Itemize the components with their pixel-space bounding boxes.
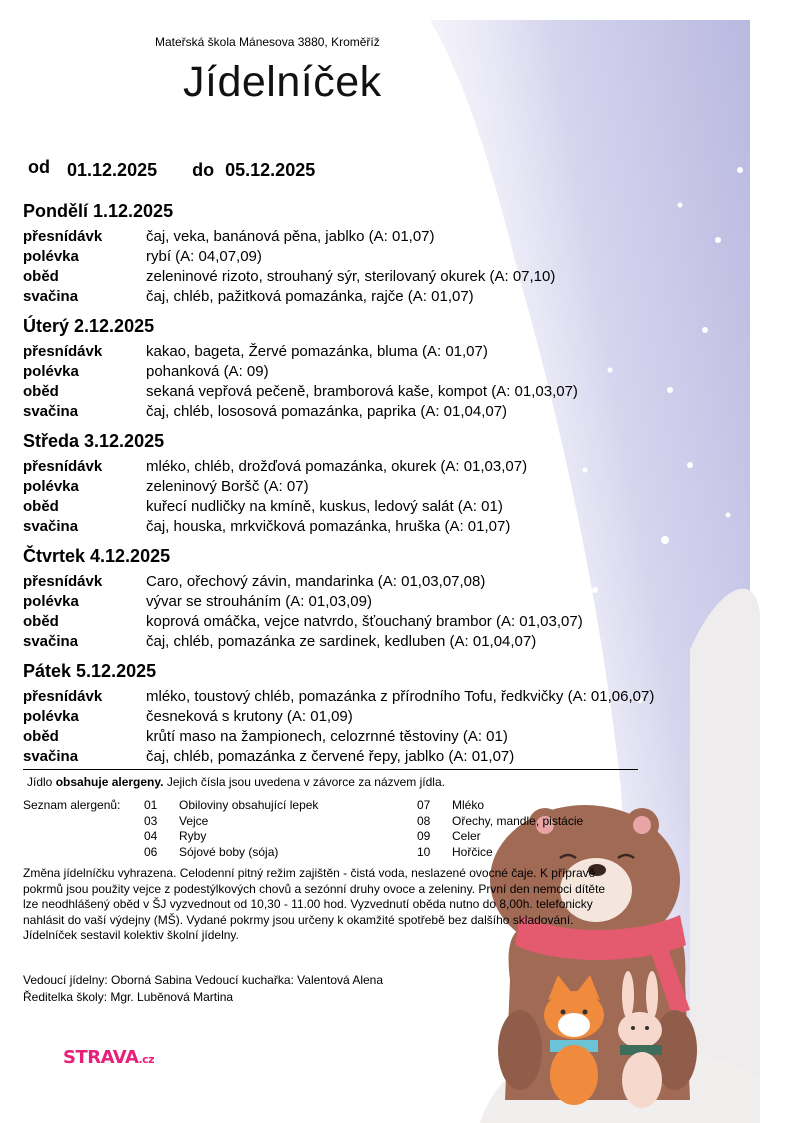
allergen-column-left — [144, 798, 318, 860]
allergen-code: 10 — [417, 844, 431, 859]
allergen-item — [144, 829, 318, 845]
divider — [23, 769, 638, 770]
meal-row — [23, 287, 474, 307]
meal-row — [23, 707, 353, 727]
meal-label: svačina — [23, 288, 79, 305]
logo-main: STRAVA — [63, 1047, 139, 1068]
meal-row — [23, 457, 527, 477]
meal-text: pohanková (A: 09) — [146, 363, 269, 380]
allergen-note-suffix: Jejich čísla jsou uvedena v závorce za názvem jídla. — [163, 775, 445, 789]
day-heading: Úterý 2.12.2025 — [23, 316, 155, 336]
notice-paragraph — [23, 866, 623, 944]
page-title: Jídelníček — [183, 58, 382, 106]
meal-text: rybí (A: 04,07,09) — [146, 248, 262, 265]
allergen-item — [417, 814, 583, 830]
allergen-name: Obiloviny obsahující lepek — [179, 798, 319, 812]
meal-text: čaj, chléb, pomazánka ze sardinek, kedluben (A: 01,04,07) — [146, 633, 537, 650]
meal-label: polévka — [23, 363, 79, 380]
meal-text: čaj, chléb, pažitková pomazánka, rajče (A: 01,07) — [146, 288, 474, 305]
meal-label: přesnídávk — [23, 228, 103, 245]
meal-row — [23, 517, 510, 537]
meal-label: polévka — [23, 593, 79, 610]
meal-text: koprová omáčka, vejce natvrdo, šťouchaný brambor (A: 01,03,07) — [146, 613, 583, 630]
meal-label: oběd — [23, 383, 59, 400]
meal-label: svačina — [23, 633, 79, 650]
allergen-item — [417, 798, 583, 814]
from-label: od — [28, 157, 50, 177]
meal-text: zeleninové rizoto, strouhaný sýr, sterilovaný okurek (A: 07,10) — [146, 268, 556, 285]
meal-text: kuřecí nudličky na kmíně, kuskus, ledový salát (A: 01) — [146, 498, 503, 515]
meal-row — [23, 362, 269, 382]
meal-text: čaj, chléb, lososová pomazánka, paprika (A: 01,04,07) — [146, 403, 508, 420]
snow-drift — [690, 589, 760, 1123]
allergen-code: 07 — [417, 798, 431, 812]
allergen-item — [417, 845, 583, 861]
meal-label: přesnídávk — [23, 573, 103, 590]
meal-label: polévka — [23, 708, 79, 725]
meal-label: oběd — [23, 268, 59, 285]
meal-text: čaj, chléb, pomazánka z červené řepy, jablko (A: 01,07) — [146, 748, 515, 765]
allergen-name: Mléko — [452, 798, 485, 812]
meal-label: polévka — [23, 478, 79, 495]
allergen-code: 06 — [144, 844, 158, 859]
meal-text: česneková s krutony (A: 01,09) — [146, 708, 353, 725]
staff-line-1: Vedoucí jídelny: Oborná Sabina Vedoucí kuchařka: Valentová Alena — [23, 973, 384, 987]
meal-label: svačina — [23, 403, 79, 420]
meal-text: kakao, bageta, Žervé pomazánka, bluma (A: 01,07) — [146, 343, 488, 360]
allergen-note — [27, 775, 445, 789]
meal-text: krůtí maso na žampionech, celozrnné těstoviny (A: 01) — [146, 728, 508, 745]
meal-row — [23, 747, 514, 767]
allergen-item — [144, 798, 318, 814]
to-label: do — [192, 160, 215, 180]
allergen-code: 01 — [144, 798, 158, 812]
meal-row — [23, 572, 485, 592]
meal-label: přesnídávk — [23, 458, 103, 475]
allergen-item — [417, 829, 583, 845]
meal-text: čaj, veka, banánová pěna, jablko (A: 01,07) — [146, 228, 435, 245]
logo-suffix: .cz — [138, 1053, 155, 1066]
school-name: Mateřská škola Mánesova 3880, Kroměříž — [155, 35, 380, 49]
notice-text: Změna jídelníčku vyhrazena. Celodenní pitný režim zajištěn - čistá voda, neslazené ovocné čaje. K přípravě pokrmů jsou použity vejce z podestýlkových chovů a sezónní druhy ovoce a zeleniny. První den nemoci dítěte lze neodhlášený oběd v ŠJ vyzvednout od 10,30 - 11.00 hod. Vyzvednutí oběda nutno do 8,00h. telefonicky nahlásit do vaší výdejny (MŠ). Vydané pokrmy jsou určeny k okamžité spotřebě bez dalšího skladování. — [23, 866, 606, 927]
day-heading: Pátek 5.12.2025 — [23, 661, 157, 681]
meal-row — [23, 632, 536, 652]
meal-label: oběd — [23, 498, 59, 515]
allergen-note-prefix: Jídlo — [27, 775, 56, 789]
meal-row — [23, 402, 507, 422]
meal-text: čaj, houska, mrkvičková pomazánka, hruška (A: 01,07) — [146, 518, 511, 535]
meal-text: Caro, ořechový závin, mandarinka (A: 01,03,07,08) — [146, 573, 486, 590]
meal-label: oběd — [23, 613, 59, 630]
allergen-name: Sójové boby (sója) — [179, 844, 279, 859]
meal-label: polévka — [23, 248, 79, 265]
allergen-name: Hořčice — [452, 844, 493, 859]
allergen-item — [144, 814, 318, 830]
allergen-name: Vejce — [179, 813, 209, 828]
meal-row — [23, 382, 578, 402]
meal-row — [23, 477, 309, 497]
meal-row — [23, 227, 435, 247]
meal-row — [23, 342, 488, 362]
allergen-code: 03 — [144, 813, 158, 828]
allergen-note-bold: obsahuje alergeny. — [55, 775, 164, 789]
meal-row — [23, 727, 508, 747]
from-date: 01.12.2025 — [67, 160, 158, 180]
meal-text: mléko, chléb, drožďová pomazánka, okurek (A: 01,03,07) — [146, 458, 528, 475]
day-heading: Středa 3.12.2025 — [23, 431, 165, 451]
meal-label: přesnídávk — [23, 343, 103, 360]
meal-row — [23, 612, 583, 632]
meal-label: oběd — [23, 728, 59, 745]
meal-label: svačina — [23, 518, 79, 535]
allergen-item — [144, 845, 318, 861]
allergen-list-label: Seznam alergenů: — [23, 798, 121, 812]
allergen-column-right — [417, 798, 583, 860]
allergen-code: 08 — [417, 813, 431, 828]
meal-row — [23, 687, 654, 707]
meal-row — [23, 497, 503, 517]
meal-label: přesnídávk — [23, 688, 103, 705]
day-heading: Pondělí 1.12.2025 — [23, 201, 174, 221]
meal-text: mléko, toustový chléb, pomazánka z přírodního Tofu, ředkvičky (A: 01,06,07) — [146, 688, 655, 705]
strava-logo[interactable] — [63, 1047, 154, 1068]
allergen-name: Ořechy, mandle, pistácie — [452, 813, 584, 828]
date-range — [28, 157, 316, 181]
day-heading: Čtvrtek 4.12.2025 — [23, 546, 171, 566]
allergen-code: 09 — [417, 829, 431, 843]
allergen-name: Celer — [452, 829, 481, 843]
to-date: 05.12.2025 — [225, 160, 316, 180]
meal-row — [23, 267, 555, 287]
meal-label: svačina — [23, 748, 79, 765]
author-line: Jídelníček sestavil kolektiv školní jídelny. — [23, 928, 239, 942]
meal-text: vývar se strouháním (A: 01,03,09) — [146, 593, 372, 610]
meal-text: sekaná vepřová pečeně, bramborová kaše, kompot (A: 01,03,07) — [146, 383, 578, 400]
meal-row — [23, 247, 262, 267]
allergen-code: 04 — [144, 829, 158, 843]
meal-text: zeleninový Boršč (A: 07) — [146, 478, 309, 495]
staff-line-2: Ředitelka školy: Mgr. Luběnová Martina — [23, 990, 234, 1004]
allergen-name: Ryby — [179, 829, 207, 843]
fox-figure — [544, 975, 604, 1105]
meal-row — [23, 592, 372, 612]
